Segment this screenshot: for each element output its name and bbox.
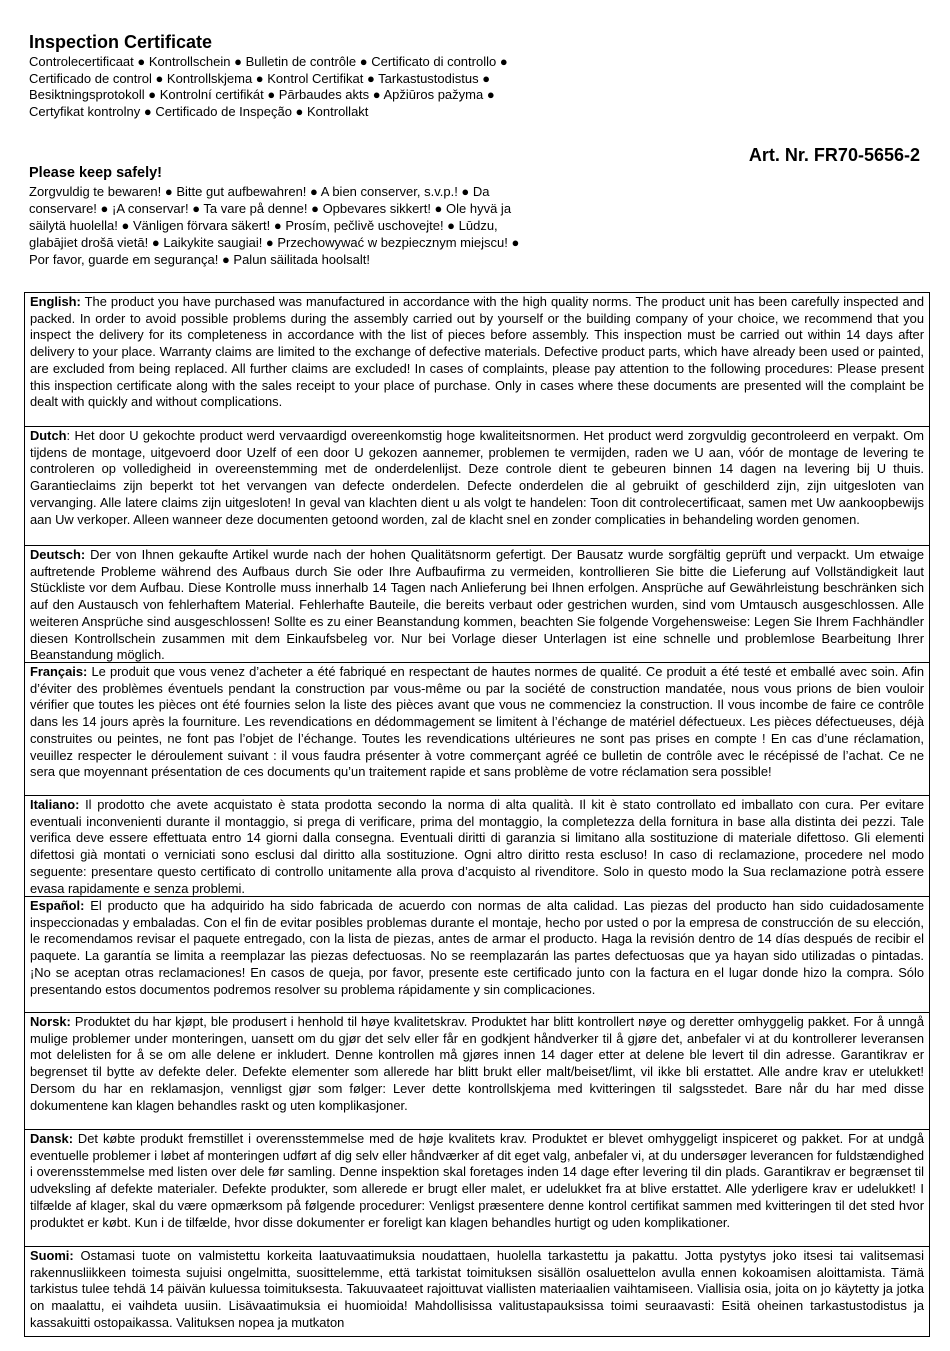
title-translations: Controlecertificaat ● Kontrollschein ● Bulletin de contrôle ● Certificato di controllo ● Certificado de control ● Kontrollskjema ● Kontrol Certifikat ● Tarkastustodistus ● Besiktningsprotokoll ● Kontrolní certifikát ● Pārbaudes akts ● Apžiūros pažyma ● Certyfikat kontrolny ● Certificado de Inspeção ● Kontrollakt xyxy=(29,54,508,119)
section-francais xyxy=(25,662,929,795)
section-dansk xyxy=(25,1129,929,1246)
section-text: Le produit que vous venez d’acheter a été fabriqué en respectant de hautes normes de qualité. Ce produit a été testé et emballé avec soin. Afin d’éviter des problèmes éventuels pendant la construction par vous-même ou par la société de construction mandatée, nous vous prions de bien vouloir vérifier que toutes les pièces ont été fournies selon la liste des pièces avant que vous ne commenciez la construction. Il vous incombe de faire ce contrôle dans les 14 jours après la fourniture. Les revendications en dédommagement se limitent à l’échange de matériel défectueux. Les pièces défectueuses, déjà construites ou peintes, ne font pas l’objet de l’échange. Toutes les revendications ultérieures ne sont pas prises en compte ! En cas d’une réclamation, veuillez respecter le déroulement suivant : il vous faudra présenter à votre commerçant agréé ce bulletin de contrôle avec le récépissé de l’achat. Ce ne sera que moyennant présentation de ces documents qu’un traitement rapide et sans problème de votre réclamation sera possible! xyxy=(30,664,924,780)
section-text: Produktet du har kjøpt, ble produsert i henhold til høye kvalitetskrav. Produktet har blitt kontrollert nøye og deretter omhyggelig pakket. For å unngå mulige problemer under monteringen, uansett om du gjør det selv eller får en godkjent håndverker til å gjøre det, anbefaler vi at du kontrollerer leveransen mot delelisten for å se om alle delene er inkludert. Denne kontrollen må gjøres innen 14 dager etter at delene ble levert til din adresse. Garantikrav er begrenset til bytte av defekte deler. Defekte elementer som allerede har blitt brukt eller malt/beiset/limt, vil ikke bli erstattet. Alle andre krav er utelukket! Dersom du har en reklamasjon, vennligst gjør som følger: Lever dette kontrollskjema med kvitteringen til salgsstedet. Bare når du har med disse dokumentene kan klagen behandles raskt og uten komplikasjoner. xyxy=(30,1014,924,1113)
language-label: Suomi: xyxy=(30,1248,74,1263)
section-text: : Het door U gekochte product werd vervaardigd overeenkomstig hoge kwaliteitsnormen. Het product werd zorgvuldig gecontroleerd en verpakt. Om tijdens de montage, uitgevoerd door Uzelf of een door U gekozen aannemer, problemen te vermijden, raden we U aan, vóór de montage de levering te controleren op volledigheid in overeenstemming met de onderdelenlijst. Deze controle dient te gebeuren binnen 14 dagen na levering bij U thuis. Garantieclaims zijn beperkt tot het vervangen van defecte onderdelen. Defecte onderdelen die al gebruikt of geschilderd zijn, zijn uitgesloten van vervanging. Alle latere claims zijn uitgesloten! In geval van klachten dient u als volgt te handelen: Toon dit controlecertificaat, samen met Uw aankoopbewijs aan Uw verkoper. Alleen wanneer deze documenten getoond worden, zal de klacht snel en zonder complicaties in behandeling worden genomen. xyxy=(30,428,924,527)
section-text: Ostamasi tuote on valmistettu korkeita laatuvaatimuksia noudattaen, huolella tarkastettu ja pakattu. Jotta pystytys joko itsesi tai valitsemasi rakennusliikkeen toimesta sujuisi ongelmitta, suosittelemme, että tarkistat toimituksen sisällön osaluettelon avulla ennen kokoamisen aloittamista. Tämä tarkistus tulee tehdä 14 päivän kuluessa toimituksesta. Takuuvaateet rajoittuvat viallisten materiaalien vaihtamiseen. Viallisia osia, joita on jo käytetty ja jotka on maalattu, ei vaihdeta uusiin. Lisävaatimuksia ei huomioida! Mahdollisissa valitustapauksissa toimi seuraavasti: Esitä oheinen tarkastustodistus ja kassakuitti ostopaikassa. Valituksen nopea ja mutkaton xyxy=(30,1248,924,1330)
section-text: El producto que ha adquirido ha sido fabricada de acuerdo con normas de alta calidad. Las piezas del producto han sido cuidadosamente inspeccionadas y embaladas. Con el fin de evitar posibles problemas durante el montaje, hecho por usted o por la empresa de construcción de su elección, le recomendamos revisar el paquete entregado, con la lista de piezas, antes de armar el producto. Haga la revisión dentro de 14 días después de recibir el paquete. La garantía se limita a reemplazar las piezas defectuosas. No se reemplazarán las partes defectuosas que ya hayan sido utilizadas o pintadas. ¡No se aceptan otras reclamaciones! En casos de queja, por favor, presente este certificado junto con la factura en el lugar donde hizo la compra. Sólo presentando estos documentos podremos resolver su problema rápidamente y sin complicaciones. xyxy=(30,898,924,997)
language-label: Norsk: xyxy=(30,1014,71,1029)
section-english xyxy=(25,293,929,426)
section-suomi xyxy=(25,1246,929,1336)
section-text: The product you have purchased was manufactured in accordance with the high quality norms. The product unit has been carefully inspected and packed. In order to avoid possible problems during the assembly carried out by yourself or the building company of your choice, we recommend that you inspect the delivery for its completeness in accordance with the list of pieces before assembly. This inspection must be carried out within 14 days after delivery to your place. Warranty claims are limited to the exchange of defective materials. Defective product parts, which have already been used or painted, are excluded from being replaced. All further claims are excluded! In cases of complaints, please pay attention to the following procedures: Please present this inspection certificate along with the sales receipt to your place of purchase. Only in cases where these documents are presented will the complaint be dealt with quickly and without complications. xyxy=(30,294,924,410)
section-italiano xyxy=(25,795,929,896)
language-label: Dutch xyxy=(30,428,67,443)
section-deutsch xyxy=(25,545,929,662)
language-label: English: xyxy=(30,294,81,309)
document-title: Inspection Certificate xyxy=(29,32,213,52)
section-text: Il prodotto che avete acquistato è stata prodotta secondo la norma di alta qualità. Il kit è stato controllato ed imballato con cura. Per evitare eventuali inconvenienti durante il montaggio, si prega di verificare, prima del montaggio, la completezza della fornitura in base alla distinta dei pezzi. Tale verifica deve essere effettuata entro 14 giorni dalla consegna. Eventuali diritti di garanzia si limitano alla sostituzione di materiale difettoso. Gli elementi difettosi già montati o verniciati sono esclusi dal diritto alla sostituzione. Ogni altro diritto resta escluso! In caso di reclamazione, procedere nel modo seguente: presentare questo certificato di controllo unitamente alla prova d’acquisto al rivenditore. Solo in questo modo la Sua reclamazione potrà essere evasa rapidamente e senza problemi. xyxy=(30,797,924,896)
language-label: Dansk: xyxy=(30,1131,73,1146)
certificate-header xyxy=(29,31,529,120)
section-text: Det købte produkt fremstillet i overensstemmelse med de høje kvalitets krav. Produktet er blevet omhyggeligt inspiceret og pakket. For at undgå eventuelle problemer i løbet af monteringen udført af dig selv eller håndværker af dit eget valg, anbefaler vi, at du undersøger leverancen for fuldstændighed i overensstemmelse med listen over dele før samling. Denne inspektion skal foretages inden 14 dage efter levering til din plads. Garantikrav er begrænset til udveksling af defekte materialer. Defekte produkter, som allerede er brugt eller malet, er udelukket fra at blive erstattet. Alle yderligere krav er udelukket! I tilfælde af klager, skal du være opmærksom på følgende procedurer: Venligst præsentere denne kontrol certifikat sammen med kvitteringen til det sted hvor produktet er købt. Kun i de tilfælde, hvor disse dokumenter er foreligt kan klagen behandles hurtigt og uden komplikationer. xyxy=(30,1131,924,1230)
language-label: Deutsch: xyxy=(30,547,86,562)
language-label: Français: xyxy=(30,664,88,679)
section-norsk xyxy=(25,1012,929,1129)
language-label: Español: xyxy=(30,898,85,913)
keep-safely-translations: Zorgvuldig te bewaren! ● Bitte gut aufbewahren! ● A bien conserver, s.v.p.! ● Da conservare! ● ¡A conservar! ● Ta vare på denne! ● Opbevares sikkert! ● Ole hyvä ja säilytä huolella! ● Vänligen förvara säkert! ● Prosím, pečlivě uschovejte! ● Lūdzu, glabājiet drošā vietā! ● Laikykite saugiai! ● Przechowywać w bezpiecznym miejscu! ● Por favor, guarde em segurança! ● Palun säilitada hoolsalt! xyxy=(29,184,520,267)
language-sections-table xyxy=(24,292,930,1337)
section-text: Der von Ihnen gekaufte Artikel wurde nach der hohen Qualitätsnorm gefertigt. Der Bausatz wurde sorgfältig geprüft und verpackt. Um etwaige auftretende Probleme während des Aufbaus durch Sie oder Ihre Aufbaufirma zu vermeiden, kontrollieren Sie bitte die Lieferung auf Vollständigkeit laut Stückliste vor dem Aufbau. Diese Kontrolle muss innerhalb 14 Tagen nach Anlieferung bei Ihnen erfolgen. Ansprüche auf Gewährleistung beschränken sich auf den Austausch von fehlerhaftem Material. Fehlerhafte Bauteile, die bereits verbaut oder gestrichen wurden, sind vom Umtausch ausgeschlossen. Alle weiteren Ansprüche sind ausgeschlossen! Sollte es zu einer Beanstandung kommen, beachten Sie folgende Vorgehensweise: Legen Sie Ihrem Fachhändler diesen Kontrollschein zusammen mit dem Einkaufsbeleg vor. Nur bei Vorlage dieser Unterlagen ist eine schnelle und problemlose Bearbeitung Ihrer Beanstandung möglich. xyxy=(30,547,924,662)
section-espanol xyxy=(25,896,929,1012)
section-dutch xyxy=(25,426,929,545)
article-number: Art. Nr. FR70-5656-2 xyxy=(748,145,920,165)
language-label: Italiano: xyxy=(30,797,80,812)
keep-safely-block xyxy=(29,164,529,268)
keep-safely-title: Please keep safely! xyxy=(29,165,163,181)
